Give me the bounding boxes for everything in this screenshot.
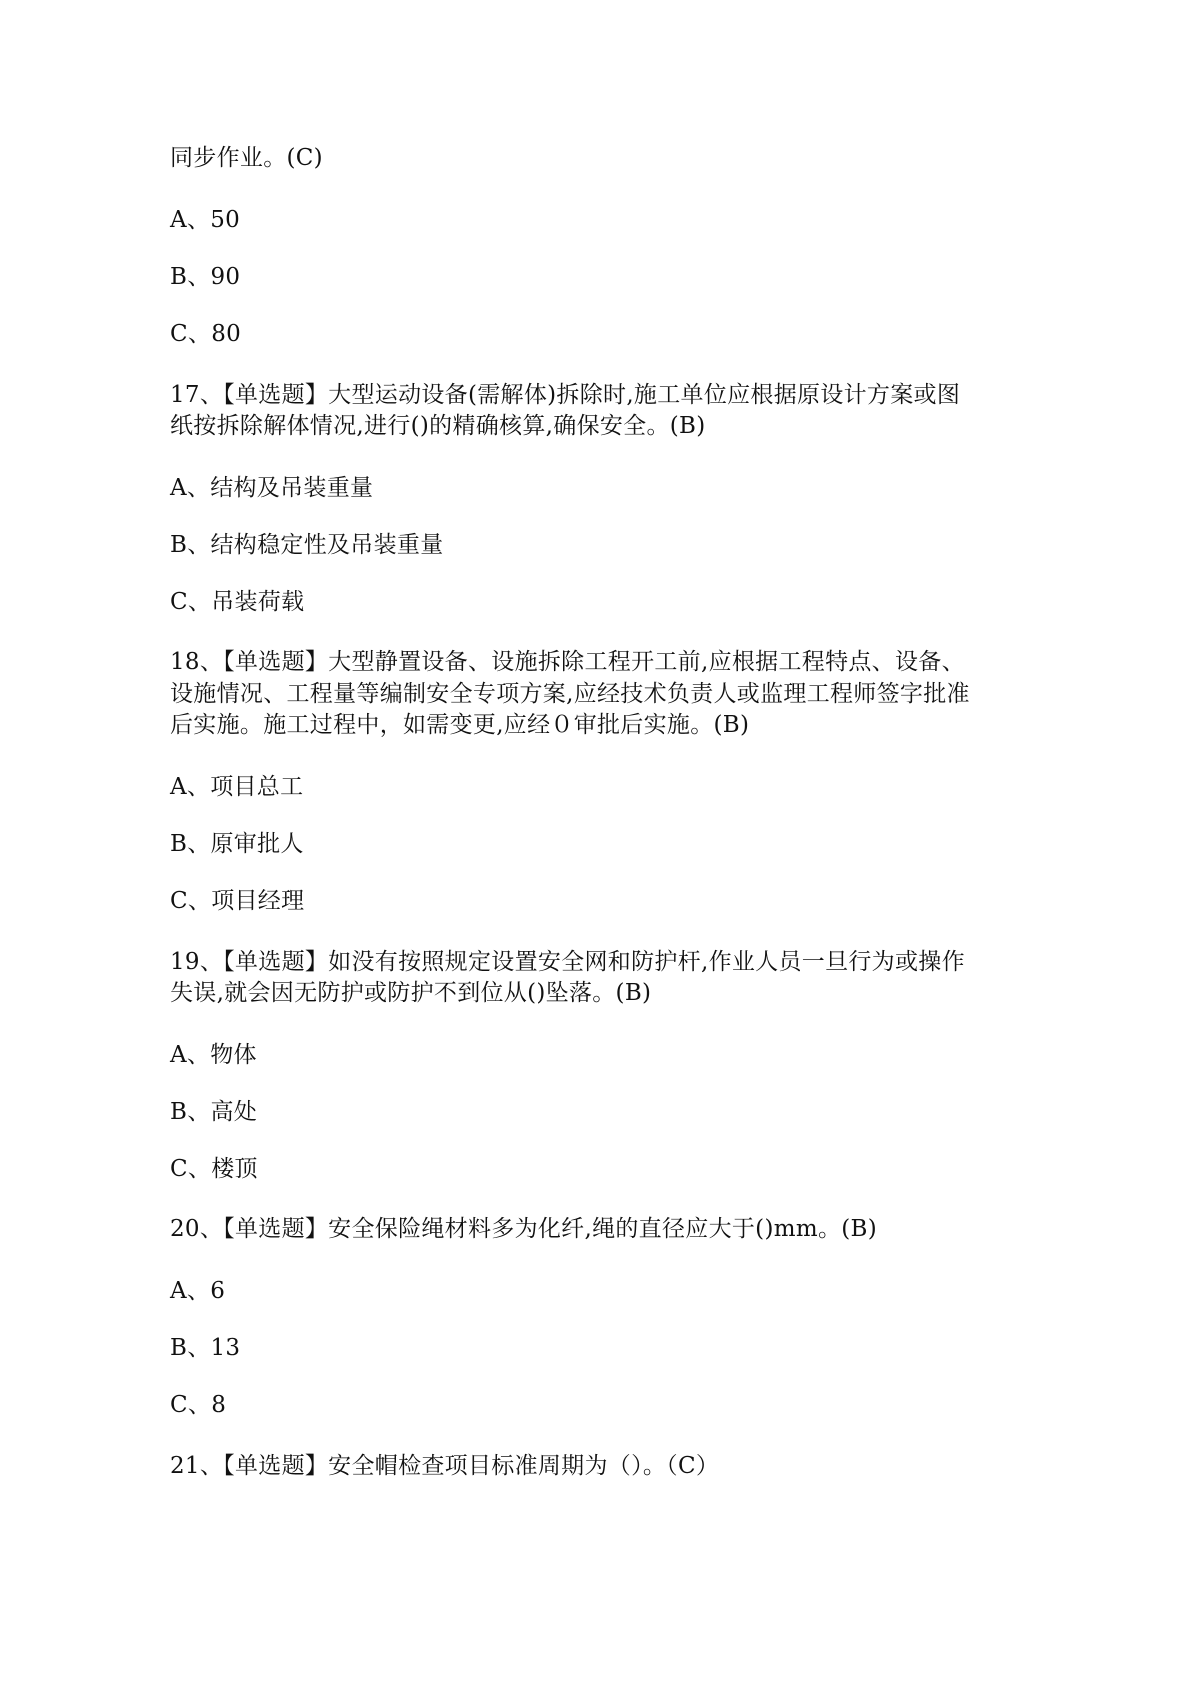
question-16-option-c: C、80	[170, 321, 242, 347]
question-16-option-b: B、90	[170, 264, 241, 290]
question-21-text: 21、【单选题】安全帽检查项目标准周期为（）。（C）	[170, 1453, 720, 1479]
question-18-option-b: B、原审批人	[170, 831, 304, 857]
question-18-text-line-1: 18、【单选题】大型静置设备、设施拆除工程开工前,应根据工程特点、设备、	[170, 649, 965, 675]
question-19-text-line-2: 失误,就会因无防护或防护不到位从()坠落。(B)	[170, 980, 652, 1006]
question-20-option-c: C、8	[170, 1392, 227, 1418]
question-17-option-b: B、结构稳定性及吊装重量	[170, 532, 444, 558]
question-17-text-line-1: 17、【单选题】大型运动设备(需解体)拆除时,施工单位应根据原设计方案或图	[170, 382, 961, 408]
question-19-option-a: A、物体	[170, 1042, 257, 1068]
question-19-option-c: C、楼顶	[170, 1156, 258, 1182]
question-17-option-c: C、吊装荷载	[170, 589, 305, 615]
question-16-option-a: A、50	[170, 207, 241, 233]
question-17-option-a: A、结构及吊装重量	[170, 475, 374, 501]
question-20-text: 20、【单选题】安全保险绳材料多为化纤,绳的直径应大于()mm。(B)	[170, 1216, 877, 1242]
question-17-text-line-2: 纸按拆除解体情况,进行()的精确核算,确保安全。(B)	[170, 413, 706, 439]
question-19-text-line-1: 19、【单选题】如没有按照规定设置安全网和防护杆,作业人员一旦行为或操作	[170, 949, 965, 975]
question-19-option-b: B、高处	[170, 1099, 258, 1125]
question-18-text-line-2: 设施情况、工程量等编制安全专项方案,应经技术负责人或监理工程师签字批准	[170, 681, 970, 707]
question-18-option-c: C、项目经理	[170, 888, 305, 914]
question-20-option-b: B、13	[170, 1335, 241, 1361]
question-20-option-a: A、6	[170, 1278, 226, 1304]
question-18-option-a: A、项目总工	[170, 774, 304, 800]
question-16-text-end: 同步作业。(C)	[170, 145, 323, 171]
question-18-text-line-3: 后实施。施工过程中，如需变更,应经０审批后实施。(B)	[170, 712, 750, 738]
